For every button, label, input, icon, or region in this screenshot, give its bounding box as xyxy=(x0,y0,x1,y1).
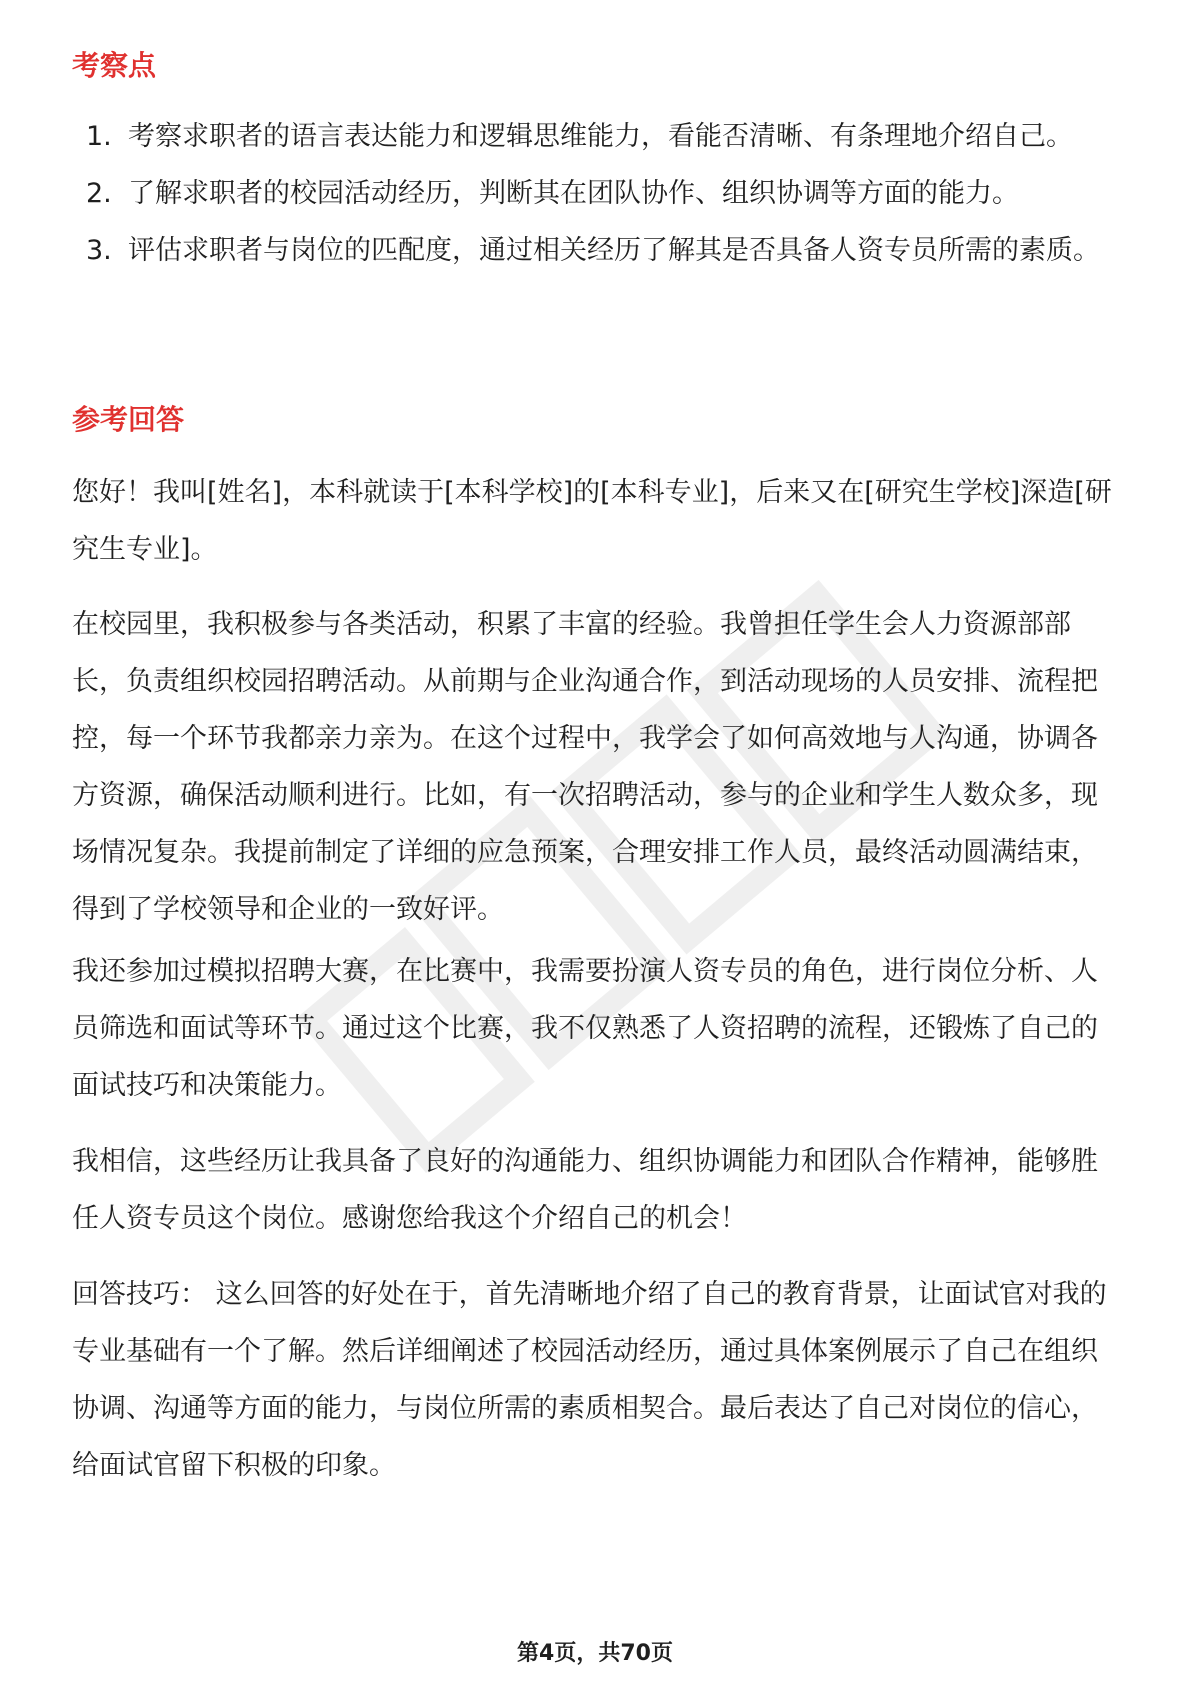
list-item-text: 考察求职者的语言表达能力和逻辑思维能力，看能否清晰、有条理地介绍自己。 xyxy=(128,121,1073,152)
section-heading-reference-answer: 参考回答 xyxy=(72,403,185,436)
section-heading-exam-points: 考察点 xyxy=(72,49,157,82)
answer-tips-paragraph: 回答技巧： 这么回答的好处在于，首先清晰地介绍了自己的教育背景，让面试官对我的专业基础有一个了解。然后详细阐述了校园活动经历，通过具体案例展示了自己在组织协调、沟通等方面的能力，与岗位所需的素质相契合。最后表达了自己对岗位的信心，给面试官留下积极的印象。 xyxy=(72,1279,1107,1481)
list-item-text: 评估求职者与岗位的匹配度，通过相关经历了解其是否具备人资专员所需的素质。 xyxy=(128,235,1100,266)
list-item-number: 2. xyxy=(86,178,112,209)
list-item-text: 了解求职者的校园活动经历，判断其在团队协作、组织协调等方面的能力。 xyxy=(128,178,1019,209)
list-item xyxy=(72,108,1122,165)
list-item-number: 3. xyxy=(86,235,112,266)
answer-paragraph-campus: 在校园里，我积极参与各类活动，积累了丰富的经验。我曾担任学生会人力资源部部长，负责组织校园招聘活动。从前期与企业沟通合作，到活动现场的人员安排、流程把控，每一个环节我都亲力亲为。在这个过程中，我学会了如何高效地与人沟通，协调各方资源，确保活动顺利进行。比如，有一次招聘活动，参与的企业和学生人数众多，现场情况复杂。我提前制定了详细的应急预案，合理安排工作人员，最终活动圆满结束，得到了学校领导和企业的一致好评。 xyxy=(72,609,1098,925)
exam-points-list xyxy=(72,108,1122,279)
page-footer: 第4页，共70页 xyxy=(517,1641,673,1666)
list-item-number: 1. xyxy=(86,121,112,152)
answer-paragraph-confidence: 我相信，这些经历让我具备了良好的沟通能力、组织协调能力和团队合作精神，能够胜任人资专员这个岗位。感谢您给我这个介绍自己的机会！ xyxy=(72,1146,1098,1234)
answer-paragraph-intro: 您好！我叫[姓名]，本科就读于[本科学校]的[本科专业]，后来又在[研究生学校]深造[研究生专业]。 xyxy=(72,477,1112,565)
list-item xyxy=(72,222,1122,279)
answer-paragraph-competition: 我还参加过模拟招聘大赛，在比赛中，我需要扮演人资专员的角色，进行岗位分析、人员筛选和面试等环节。通过这个比赛，我不仅熟悉了人资招聘的流程，还锻炼了自己的面试技巧和决策能力。 xyxy=(72,956,1098,1101)
list-item xyxy=(72,165,1122,222)
